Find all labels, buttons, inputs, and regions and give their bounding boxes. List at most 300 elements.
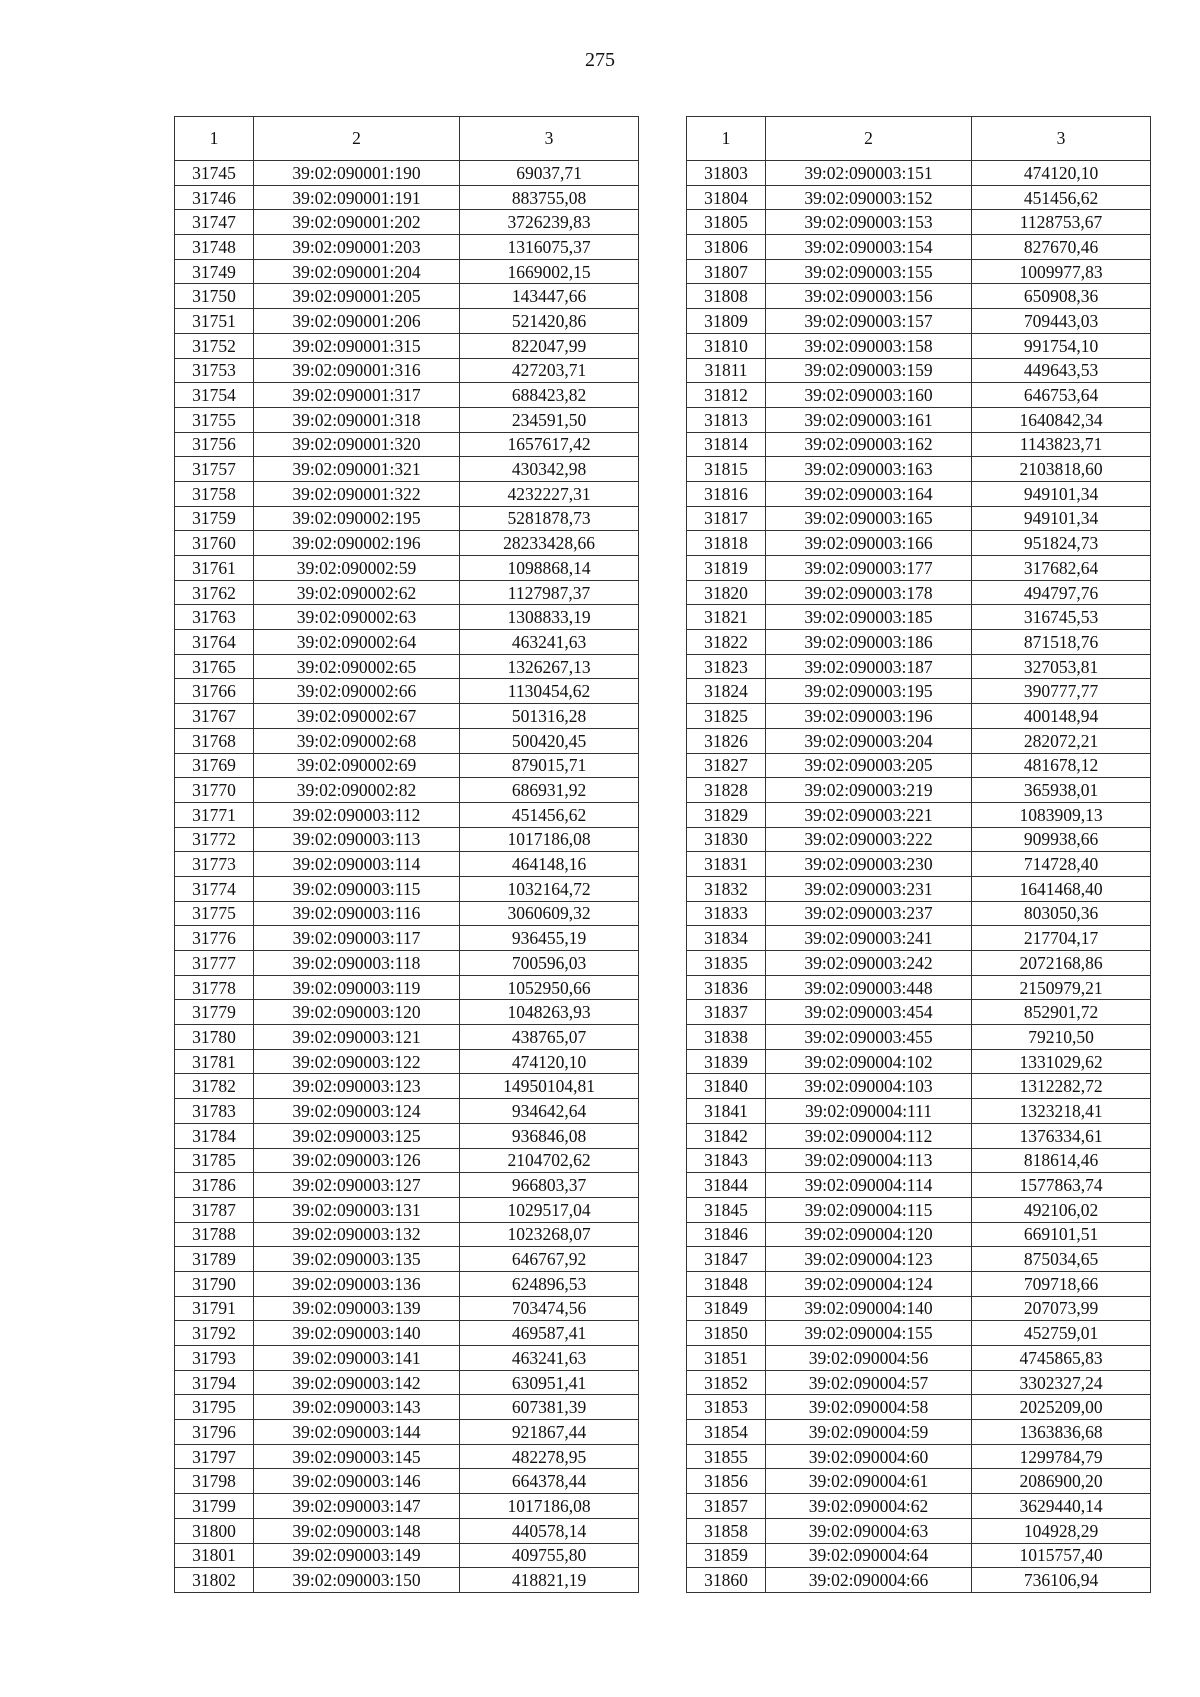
cadastral-id-cell: 39:02:090003:186 — [766, 630, 972, 655]
value-cell: 1331029,62 — [972, 1049, 1151, 1074]
value-cell: 365938,01 — [972, 778, 1151, 803]
cadastral-id-cell: 39:02:090002:62 — [254, 580, 460, 605]
value-cell: 822047,99 — [460, 333, 639, 358]
value-cell: 669101,51 — [972, 1222, 1151, 1247]
row-number-cell: 31858 — [687, 1518, 766, 1543]
row-number-cell: 31811 — [687, 358, 766, 383]
value-cell: 2086900,20 — [972, 1469, 1151, 1494]
cadastral-id-cell: 39:02:090001:317 — [254, 383, 460, 408]
value-cell: 852901,72 — [972, 1000, 1151, 1025]
cadastral-id-cell: 39:02:090003:195 — [766, 679, 972, 704]
table-row — [687, 383, 1151, 408]
row-number-cell: 31844 — [687, 1173, 766, 1198]
value-cell: 1669002,15 — [460, 259, 639, 284]
value-cell: 1128753,67 — [972, 210, 1151, 235]
row-number-cell: 31769 — [175, 753, 254, 778]
row-number-cell: 31860 — [687, 1568, 766, 1593]
row-number-cell: 31845 — [687, 1197, 766, 1222]
cadastral-id-cell: 39:02:090003:148 — [254, 1518, 460, 1543]
row-number-cell: 31792 — [175, 1321, 254, 1346]
row-number-cell: 31836 — [687, 975, 766, 1000]
table-row — [175, 1296, 639, 1321]
table-row — [687, 1543, 1151, 1568]
value-cell: 703474,56 — [460, 1296, 639, 1321]
cadastral-id-cell: 39:02:090003:120 — [254, 1000, 460, 1025]
value-cell: 282072,21 — [972, 728, 1151, 753]
cadastral-id-cell: 39:02:090002:196 — [254, 531, 460, 556]
cadastral-id-cell: 39:02:090003:145 — [254, 1444, 460, 1469]
row-number-cell: 31755 — [175, 407, 254, 432]
value-cell: 646753,64 — [972, 383, 1151, 408]
table-row — [175, 506, 639, 531]
table-row — [687, 1395, 1151, 1420]
value-cell: 521420,86 — [460, 309, 639, 334]
left-table — [174, 116, 639, 1593]
cadastral-id-cell: 39:02:090003:157 — [766, 309, 972, 334]
table-row — [175, 580, 639, 605]
table-row — [687, 1123, 1151, 1148]
value-cell: 464148,16 — [460, 852, 639, 877]
table-row — [687, 778, 1151, 803]
row-number-cell: 31838 — [687, 1025, 766, 1050]
cadastral-id-cell: 39:02:090004:57 — [766, 1370, 972, 1395]
table-row — [175, 531, 639, 556]
row-number-cell: 31746 — [175, 185, 254, 210]
table-row — [687, 1444, 1151, 1469]
cadastral-id-cell: 39:02:090004:112 — [766, 1123, 972, 1148]
cadastral-id-cell: 39:02:090004:140 — [766, 1296, 972, 1321]
value-cell: 500420,45 — [460, 728, 639, 753]
row-number-cell: 31826 — [687, 728, 766, 753]
value-cell: 949101,34 — [972, 506, 1151, 531]
cadastral-id-cell: 39:02:090003:117 — [254, 926, 460, 951]
value-cell: 966803,37 — [460, 1173, 639, 1198]
table-row — [175, 1420, 639, 1445]
row-number-cell: 31824 — [687, 679, 766, 704]
cadastral-id-cell: 39:02:090003:115 — [254, 876, 460, 901]
row-number-cell: 31805 — [687, 210, 766, 235]
row-number-cell: 31850 — [687, 1321, 766, 1346]
table-row — [175, 432, 639, 457]
cadastral-id-cell: 39:02:090003:131 — [254, 1197, 460, 1222]
value-cell: 818614,46 — [972, 1148, 1151, 1173]
table-row — [687, 531, 1151, 556]
cadastral-id-cell: 39:02:090004:62 — [766, 1494, 972, 1519]
cadastral-id-cell: 39:02:090003:204 — [766, 728, 972, 753]
table-row — [175, 778, 639, 803]
value-cell: 1363836,68 — [972, 1420, 1151, 1445]
row-number-cell: 31803 — [687, 161, 766, 186]
cadastral-id-cell: 39:02:090003:143 — [254, 1395, 460, 1420]
value-cell: 2150979,21 — [972, 975, 1151, 1000]
row-number-cell: 31818 — [687, 531, 766, 556]
cadastral-id-cell: 39:02:090003:177 — [766, 556, 972, 581]
value-cell: 463241,63 — [460, 1346, 639, 1371]
table-row — [175, 951, 639, 976]
row-number-cell: 31822 — [687, 630, 766, 655]
value-cell: 1640842,34 — [972, 407, 1151, 432]
table-row — [687, 679, 1151, 704]
table-row — [175, 333, 639, 358]
cadastral-id-cell: 39:02:090003:165 — [766, 506, 972, 531]
value-cell: 463241,63 — [460, 630, 639, 655]
cadastral-id-cell: 39:02:090001:320 — [254, 432, 460, 457]
value-cell: 1083909,13 — [972, 802, 1151, 827]
value-cell: 474120,10 — [972, 161, 1151, 186]
cadastral-id-cell: 39:02:090003:454 — [766, 1000, 972, 1025]
row-number-cell: 31768 — [175, 728, 254, 753]
value-cell: 875034,65 — [972, 1247, 1151, 1272]
table-row — [687, 1074, 1151, 1099]
cadastral-id-cell: 39:02:090003:162 — [766, 432, 972, 457]
value-cell: 686931,92 — [460, 778, 639, 803]
table-row — [687, 605, 1151, 630]
row-number-cell: 31767 — [175, 704, 254, 729]
row-number-cell: 31787 — [175, 1197, 254, 1222]
value-cell: 1098868,14 — [460, 556, 639, 581]
cadastral-id-cell: 39:02:090004:102 — [766, 1049, 972, 1074]
cadastral-id-cell: 39:02:090002:65 — [254, 654, 460, 679]
table-row — [175, 1370, 639, 1395]
cadastral-id-cell: 39:02:090003:156 — [766, 284, 972, 309]
column-header-cadastral-id: 2 — [254, 117, 460, 161]
value-cell: 1048263,93 — [460, 1000, 639, 1025]
value-cell: 991754,10 — [972, 333, 1151, 358]
cadastral-id-cell: 39:02:090003:158 — [766, 333, 972, 358]
value-cell: 803050,36 — [972, 901, 1151, 926]
cadastral-id-cell: 39:02:090003:114 — [254, 852, 460, 877]
cadastral-id-cell: 39:02:090004:103 — [766, 1074, 972, 1099]
cadastral-id-cell: 39:02:090003:166 — [766, 531, 972, 556]
table-row — [175, 1247, 639, 1272]
row-number-cell: 31781 — [175, 1049, 254, 1074]
table-row — [175, 210, 639, 235]
row-number-cell: 31821 — [687, 605, 766, 630]
column-header-number: 1 — [687, 117, 766, 161]
cadastral-id-cell: 39:02:090003:135 — [254, 1247, 460, 1272]
row-number-cell: 31835 — [687, 951, 766, 976]
row-number-cell: 31854 — [687, 1420, 766, 1445]
cadastral-id-cell: 39:02:090003:178 — [766, 580, 972, 605]
table-row — [175, 481, 639, 506]
table-header-row — [687, 117, 1151, 161]
table-row — [175, 1444, 639, 1469]
table-row — [687, 876, 1151, 901]
cadastral-id-cell: 39:02:090001:318 — [254, 407, 460, 432]
cadastral-id-cell: 39:02:090004:63 — [766, 1518, 972, 1543]
row-number-cell: 31828 — [687, 778, 766, 803]
cadastral-id-cell: 39:02:090004:59 — [766, 1420, 972, 1445]
row-number-cell: 31833 — [687, 901, 766, 926]
row-number-cell: 31774 — [175, 876, 254, 901]
value-cell: 3726239,83 — [460, 210, 639, 235]
table-row — [175, 1000, 639, 1025]
table-row — [175, 1346, 639, 1371]
table-header-row — [175, 117, 639, 161]
row-number-cell: 31806 — [687, 235, 766, 260]
table-row — [175, 1469, 639, 1494]
row-number-cell: 31846 — [687, 1222, 766, 1247]
table-row — [687, 309, 1151, 334]
cadastral-id-cell: 39:02:090003:147 — [254, 1494, 460, 1519]
row-number-cell: 31797 — [175, 1444, 254, 1469]
row-number-cell: 31843 — [687, 1148, 766, 1173]
table-row — [687, 852, 1151, 877]
cadastral-id-cell: 39:02:090003:185 — [766, 605, 972, 630]
cadastral-id-cell: 39:02:090001:315 — [254, 333, 460, 358]
row-number-cell: 31789 — [175, 1247, 254, 1272]
row-number-cell: 31761 — [175, 556, 254, 581]
cadastral-id-cell: 39:02:090004:56 — [766, 1346, 972, 1371]
table-row — [175, 259, 639, 284]
row-number-cell: 31800 — [175, 1518, 254, 1543]
value-cell: 630951,41 — [460, 1370, 639, 1395]
table-row — [175, 876, 639, 901]
cadastral-id-cell: 39:02:090001:203 — [254, 235, 460, 260]
cadastral-id-cell: 39:02:090003:205 — [766, 753, 972, 778]
value-cell: 1376334,61 — [972, 1123, 1151, 1148]
column-header-value: 3 — [972, 117, 1151, 161]
row-number-cell: 31804 — [687, 185, 766, 210]
table-row — [687, 1148, 1151, 1173]
row-number-cell: 31798 — [175, 1469, 254, 1494]
row-number-cell: 31847 — [687, 1247, 766, 1272]
value-cell: 607381,39 — [460, 1395, 639, 1420]
cadastral-id-cell: 39:02:090003:119 — [254, 975, 460, 1000]
cadastral-id-cell: 39:02:090003:142 — [254, 1370, 460, 1395]
value-cell: 430342,98 — [460, 457, 639, 482]
row-number-cell: 31786 — [175, 1173, 254, 1198]
table-row — [175, 802, 639, 827]
row-number-cell: 31759 — [175, 506, 254, 531]
table-row — [175, 1494, 639, 1519]
cadastral-id-cell: 39:02:090001:191 — [254, 185, 460, 210]
value-cell: 934642,64 — [460, 1099, 639, 1124]
value-cell: 501316,28 — [460, 704, 639, 729]
row-number-cell: 31793 — [175, 1346, 254, 1371]
table-row — [687, 210, 1151, 235]
row-number-cell: 31795 — [175, 1395, 254, 1420]
row-number-cell: 31776 — [175, 926, 254, 951]
value-cell: 451456,62 — [460, 802, 639, 827]
value-cell: 418821,19 — [460, 1568, 639, 1593]
table-row — [687, 1370, 1151, 1395]
cadastral-id-cell: 39:02:090003:136 — [254, 1271, 460, 1296]
row-number-cell: 31757 — [175, 457, 254, 482]
row-number-cell: 31749 — [175, 259, 254, 284]
table-row — [687, 358, 1151, 383]
table-row — [687, 457, 1151, 482]
value-cell: 4232227,31 — [460, 481, 639, 506]
row-number-cell: 31784 — [175, 1123, 254, 1148]
value-cell: 1052950,66 — [460, 975, 639, 1000]
row-number-cell: 31831 — [687, 852, 766, 877]
table-row — [687, 951, 1151, 976]
row-number-cell: 31802 — [175, 1568, 254, 1593]
table-row — [687, 1568, 1151, 1593]
table-row — [687, 1173, 1151, 1198]
value-cell: 827670,46 — [972, 235, 1151, 260]
table-row — [175, 1395, 639, 1420]
cadastral-id-cell: 39:02:090002:67 — [254, 704, 460, 729]
cadastral-id-cell: 39:02:090004:115 — [766, 1197, 972, 1222]
cadastral-id-cell: 39:02:090003:140 — [254, 1321, 460, 1346]
row-number-cell: 31775 — [175, 901, 254, 926]
value-cell: 316745,53 — [972, 605, 1151, 630]
value-cell: 1299784,79 — [972, 1444, 1151, 1469]
row-number-cell: 31827 — [687, 753, 766, 778]
row-number-cell: 31758 — [175, 481, 254, 506]
cadastral-id-cell: 39:02:090002:63 — [254, 605, 460, 630]
value-cell: 936846,08 — [460, 1123, 639, 1148]
row-number-cell: 31839 — [687, 1049, 766, 1074]
cadastral-id-cell: 39:02:090003:154 — [766, 235, 972, 260]
table-row — [175, 975, 639, 1000]
cadastral-id-cell: 39:02:090002:59 — [254, 556, 460, 581]
value-cell: 390777,77 — [972, 679, 1151, 704]
table-row — [687, 1296, 1151, 1321]
table-row — [175, 926, 639, 951]
value-cell: 1657617,42 — [460, 432, 639, 457]
row-number-cell: 31808 — [687, 284, 766, 309]
row-number-cell: 31848 — [687, 1271, 766, 1296]
cadastral-id-cell: 39:02:090001:321 — [254, 457, 460, 482]
table-row — [175, 1518, 639, 1543]
value-cell: 2103818,60 — [972, 457, 1151, 482]
row-number-cell: 31794 — [175, 1370, 254, 1395]
row-number-cell: 31817 — [687, 506, 766, 531]
table-row — [687, 1494, 1151, 1519]
cadastral-id-cell: 39:02:090004:60 — [766, 1444, 972, 1469]
cadastral-id-cell: 39:02:090001:316 — [254, 358, 460, 383]
value-cell: 709718,66 — [972, 1271, 1151, 1296]
cadastral-id-cell: 39:02:090004:120 — [766, 1222, 972, 1247]
row-number-cell: 31820 — [687, 580, 766, 605]
cadastral-id-cell: 39:02:090003:241 — [766, 926, 972, 951]
value-cell: 1127987,37 — [460, 580, 639, 605]
table-row — [687, 235, 1151, 260]
cadastral-id-cell: 39:02:090003:132 — [254, 1222, 460, 1247]
table-row — [687, 901, 1151, 926]
value-cell: 1130454,62 — [460, 679, 639, 704]
right-table — [686, 116, 1151, 1593]
value-cell: 1023268,07 — [460, 1222, 639, 1247]
row-number-cell: 31748 — [175, 235, 254, 260]
value-cell: 1641468,40 — [972, 876, 1151, 901]
table-row — [687, 1247, 1151, 1272]
value-cell: 143447,66 — [460, 284, 639, 309]
cadastral-id-cell: 39:02:090003:242 — [766, 951, 972, 976]
value-cell: 3302327,24 — [972, 1370, 1151, 1395]
value-cell: 736106,94 — [972, 1568, 1151, 1593]
left-table-body — [175, 161, 639, 1593]
row-number-cell: 31853 — [687, 1395, 766, 1420]
table-row — [175, 1049, 639, 1074]
cadastral-id-cell: 39:02:090003:160 — [766, 383, 972, 408]
table-row — [687, 630, 1151, 655]
value-cell: 2072168,86 — [972, 951, 1151, 976]
value-cell: 2104702,62 — [460, 1148, 639, 1173]
table-row — [175, 1222, 639, 1247]
value-cell: 1032164,72 — [460, 876, 639, 901]
value-cell: 14950104,81 — [460, 1074, 639, 1099]
row-number-cell: 31756 — [175, 432, 254, 457]
value-cell: 700596,03 — [460, 951, 639, 976]
value-cell: 474120,10 — [460, 1049, 639, 1074]
right-table-body — [687, 161, 1151, 1593]
row-number-cell: 31750 — [175, 284, 254, 309]
row-number-cell: 31856 — [687, 1469, 766, 1494]
table-row — [175, 728, 639, 753]
value-cell: 427203,71 — [460, 358, 639, 383]
table-row — [687, 728, 1151, 753]
table-row — [687, 753, 1151, 778]
row-number-cell: 31780 — [175, 1025, 254, 1050]
table-row — [175, 383, 639, 408]
cadastral-id-cell: 39:02:090003:159 — [766, 358, 972, 383]
table-row — [175, 235, 639, 260]
row-number-cell: 31816 — [687, 481, 766, 506]
cadastral-id-cell: 39:02:090003:164 — [766, 481, 972, 506]
row-number-cell: 31841 — [687, 1099, 766, 1124]
value-cell: 438765,07 — [460, 1025, 639, 1050]
row-number-cell: 31810 — [687, 333, 766, 358]
value-cell: 482278,95 — [460, 1444, 639, 1469]
row-number-cell: 31790 — [175, 1271, 254, 1296]
table-row — [687, 1271, 1151, 1296]
cadastral-id-cell: 39:02:090003:123 — [254, 1074, 460, 1099]
table-row — [687, 802, 1151, 827]
row-number-cell: 31807 — [687, 259, 766, 284]
cadastral-id-cell: 39:02:090002:69 — [254, 753, 460, 778]
value-cell: 714728,40 — [972, 852, 1151, 877]
table-row — [687, 506, 1151, 531]
row-number-cell: 31840 — [687, 1074, 766, 1099]
cadastral-id-cell: 39:02:090003:230 — [766, 852, 972, 877]
row-number-cell: 31825 — [687, 704, 766, 729]
table-row — [175, 1197, 639, 1222]
row-number-cell: 31785 — [175, 1148, 254, 1173]
table-row — [687, 556, 1151, 581]
value-cell: 481678,12 — [972, 753, 1151, 778]
row-number-cell: 31823 — [687, 654, 766, 679]
table-row — [687, 704, 1151, 729]
value-cell: 871518,76 — [972, 630, 1151, 655]
cadastral-id-cell: 39:02:090004:124 — [766, 1271, 972, 1296]
value-cell: 327053,81 — [972, 654, 1151, 679]
value-cell: 1326267,13 — [460, 654, 639, 679]
row-number-cell: 31764 — [175, 630, 254, 655]
table-row — [175, 457, 639, 482]
cadastral-id-cell: 39:02:090003:118 — [254, 951, 460, 976]
column-header-cadastral-id: 2 — [766, 117, 972, 161]
cadastral-id-cell: 39:02:090003:219 — [766, 778, 972, 803]
cadastral-id-cell: 39:02:090003:149 — [254, 1543, 460, 1568]
cadastral-id-cell: 39:02:090003:196 — [766, 704, 972, 729]
row-number-cell: 31754 — [175, 383, 254, 408]
row-number-cell: 31852 — [687, 1370, 766, 1395]
cadastral-id-cell: 39:02:090003:139 — [254, 1296, 460, 1321]
cadastral-id-cell: 39:02:090003:153 — [766, 210, 972, 235]
value-cell: 409755,80 — [460, 1543, 639, 1568]
table-row — [687, 1518, 1151, 1543]
cadastral-id-cell: 39:02:090001:206 — [254, 309, 460, 334]
value-cell: 69037,71 — [460, 161, 639, 186]
cadastral-id-cell: 39:02:090003:187 — [766, 654, 972, 679]
table-row — [175, 1568, 639, 1593]
table-row — [175, 185, 639, 210]
row-number-cell: 31771 — [175, 802, 254, 827]
